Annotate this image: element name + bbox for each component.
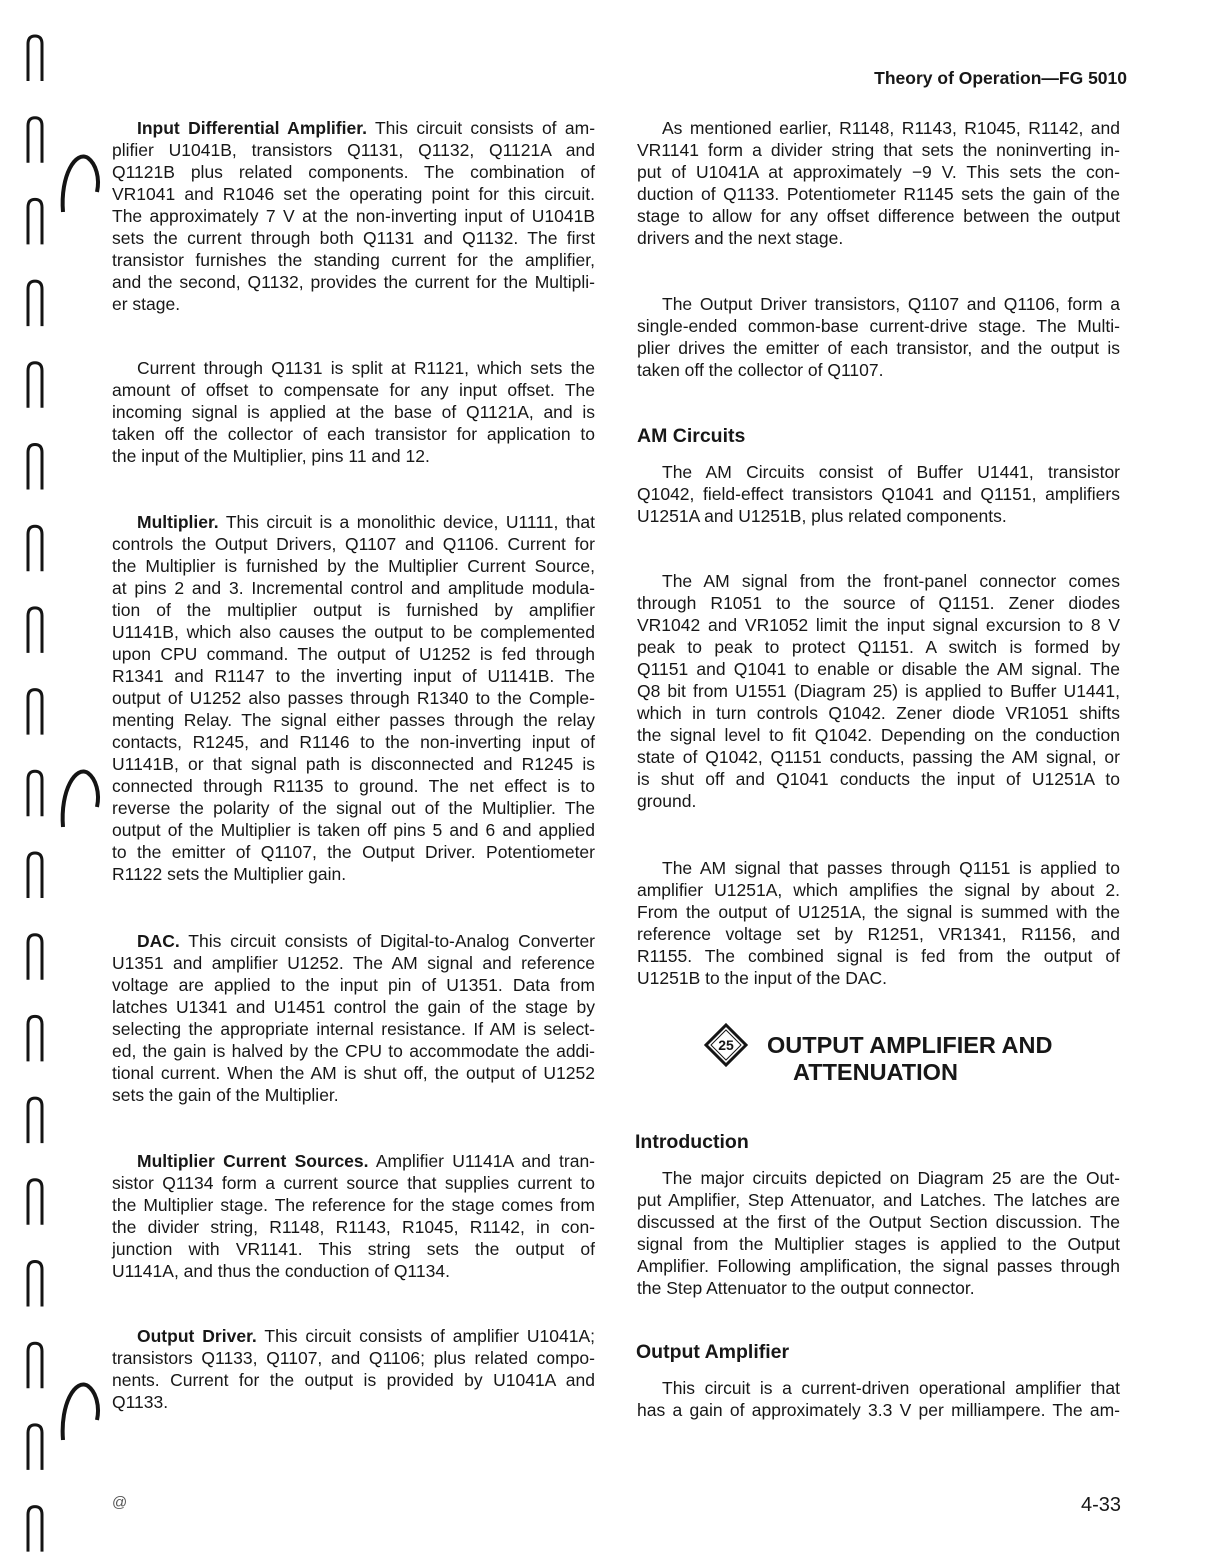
paragraph-divider-string — [637, 117, 1120, 249]
line-text: is shut off and Q1041 conducts the input of U1251A to — [637, 769, 1120, 789]
line-text: This circuit is a current-driven operational amplifier that — [662, 1378, 1120, 1398]
text-line — [112, 599, 595, 621]
line-text: stage to allow for any offset difference between the output — [637, 206, 1120, 226]
text-line — [637, 483, 1120, 505]
line-text: This circuit consists of amplifier U1041A; — [264, 1326, 595, 1346]
text-line — [637, 117, 1120, 139]
line-text: menting Relay. The signal either passes through the relay — [112, 710, 595, 730]
heading-introduction: Introduction — [635, 1131, 749, 1153]
paragraph-output-driver — [112, 1325, 595, 1413]
line-text: The Output Driver transistors, Q1107 and Q1106, form a — [662, 294, 1120, 314]
heading-am-circuits: AM Circuits — [637, 425, 746, 447]
line-text: transistor furnishes the standing current for the amplifier, — [112, 250, 595, 270]
line-text: upon CPU command. The output of U1252 is fed through — [112, 644, 595, 664]
line-text: The AM signal that passes through Q1151 is applied to — [662, 858, 1120, 878]
text-line — [637, 293, 1120, 315]
line-text: As mentioned earlier, R1148, R1143, R1045, R1142, and — [662, 118, 1120, 138]
binder-hole-icon — [28, 1098, 42, 1143]
binder-hole-icon — [28, 771, 42, 816]
text-line — [637, 724, 1120, 746]
line-text: er stage. — [112, 294, 181, 314]
text-line — [112, 687, 595, 709]
binder-hole-icon — [28, 1262, 42, 1307]
line-text: Q1133. — [112, 1392, 169, 1412]
binder-hole-icon — [28, 363, 42, 408]
line-text: The AM signal from the front-panel connector comes — [662, 571, 1120, 591]
text-line — [112, 555, 595, 577]
text-line — [112, 183, 595, 205]
binder-hole-marks — [0, 0, 112, 1567]
line-text: Current through Q1131 is split at R1121, which sets the — [137, 358, 595, 378]
line-text: at pins 2 and 3. Incremental control and amplitude modula- — [112, 578, 595, 598]
binder-hole-icon — [28, 690, 42, 735]
text-line — [637, 1167, 1120, 1189]
line-text: junction with VR1141. This string sets the output of — [112, 1239, 595, 1259]
text-line — [637, 614, 1120, 636]
text-line — [637, 1255, 1120, 1277]
line-text: signal from the Multiplier stages is applied to the Output — [637, 1234, 1120, 1254]
line-text: voltage are applied to the input pin of U1351. Data from — [112, 975, 595, 995]
text-line — [637, 570, 1120, 592]
text-line — [112, 1238, 595, 1260]
line-text: U1141B, or that signal path is disconnected and R1245 is — [112, 754, 595, 774]
line-text: VR1042 and VR1052 limit the input signal excursion to 8 V — [637, 615, 1120, 635]
binder-hole-icon — [28, 1016, 42, 1061]
text-line — [112, 797, 595, 819]
line-text: tional current. When the AM is shut off, the output of U1252 — [112, 1063, 595, 1083]
line-text: VR1141 form a divider string that sets the noninverting in- — [637, 140, 1120, 160]
text-line — [637, 768, 1120, 790]
run-in-heading: Multiplier Current Sources. — [137, 1151, 369, 1171]
text-line — [637, 636, 1120, 658]
line-text: the divider string, R1148, R1143, R1045, R1142, in con- — [112, 1217, 595, 1237]
line-text: discussed at the first of the Output Section discussion. The — [637, 1212, 1120, 1232]
diagram-number: 25 — [718, 1037, 734, 1053]
run-in-heading: DAC. — [137, 931, 180, 951]
text-line — [112, 1347, 595, 1369]
text-line — [637, 139, 1120, 161]
line-text: Amplifier. Following amplification, the signal passes through — [637, 1256, 1120, 1276]
text-line — [112, 709, 595, 731]
text-line — [112, 293, 595, 315]
text-line — [112, 1084, 595, 1106]
text-line — [112, 227, 595, 249]
line-text: through R1051 to the source of Q1151. Zener diodes — [637, 593, 1120, 613]
line-text: plifier U1041B, transistors Q1131, Q1132, Q1121A and — [112, 140, 595, 160]
text-line — [637, 746, 1120, 768]
line-text: Q1121B plus related components. The combination of — [112, 162, 595, 182]
text-line — [112, 205, 595, 227]
binder-ring-shadow-icon — [63, 772, 98, 827]
text-line — [112, 1369, 595, 1391]
binder-hole-icon — [28, 199, 42, 244]
binder-hole-icon — [28, 935, 42, 980]
paragraph-dac — [112, 930, 595, 1106]
line-text: put Amplifier, Step Attenuator, and Latches. The latches are — [637, 1190, 1120, 1210]
line-text: This circuit is a monolithic device, U1111, that — [225, 512, 596, 532]
line-text: taken off the collector of each transistor for application to — [112, 424, 595, 444]
binder-hole-icon — [28, 1425, 42, 1470]
text-line — [112, 621, 595, 643]
binder-ring-shadow-icon — [63, 1385, 98, 1440]
text-line — [112, 445, 595, 467]
text-line — [112, 161, 595, 183]
line-text: the Step Attenuator to the output connector. — [637, 1278, 975, 1298]
running-header-title: Theory of Operation—FG 5010 — [874, 68, 1127, 88]
text-line — [637, 161, 1120, 183]
line-text: to the emitter of Q1107, the Output Driver. Potentiometer — [112, 842, 595, 862]
line-text: nents. Current for the output is provided by U1041A and — [112, 1370, 595, 1390]
binder-hole-icon — [28, 608, 42, 653]
line-text: U1141A, and thus the conduction of Q1134. — [112, 1261, 450, 1281]
text-line — [637, 680, 1120, 702]
line-text: peak to peak to protect Q1151. A switch is formed by — [637, 637, 1120, 657]
line-text: state of Q1042, Q1151 conducts, passing the AM signal, or — [637, 747, 1120, 767]
text-line — [112, 665, 595, 687]
text-line — [637, 901, 1120, 923]
line-text: the Multiplier is furnished by the Multiplier Current Source, — [112, 556, 595, 576]
line-text: R1122 sets the Multiplier gain. — [112, 864, 347, 884]
text-line — [637, 1233, 1120, 1255]
text-line — [112, 1260, 595, 1282]
text-line — [637, 923, 1120, 945]
text-line — [112, 1018, 595, 1040]
paragraph-am-circuits-overview — [637, 461, 1120, 527]
line-text: duction of Q1133. Potentiometer R1145 sets the gain of the — [637, 184, 1120, 204]
text-line — [637, 337, 1120, 359]
text-line — [637, 359, 1120, 381]
text-line — [112, 401, 595, 423]
binder-hole-icon — [28, 36, 42, 81]
text-line — [637, 505, 1120, 527]
line-text: which in turn controls Q1042. Zener diode VR1051 shifts — [637, 703, 1120, 723]
line-text: Amplifier U1141A and tran- — [375, 1151, 595, 1171]
text-line — [637, 315, 1120, 337]
text-line — [637, 658, 1120, 680]
text-line — [637, 205, 1120, 227]
diamond-badge-icon — [704, 1023, 748, 1067]
text-line — [637, 790, 1120, 812]
line-text: put of U1041A at approximately −9 V. This sets the con- — [637, 162, 1120, 182]
line-text: amplifier U1251A, which amplifies the signal by about 2. — [637, 880, 1120, 900]
text-line — [637, 592, 1120, 614]
line-text: transistors Q1133, Q1107, and Q1106; plus related compo- — [112, 1348, 595, 1368]
text-line — [112, 1062, 595, 1084]
paragraph-am-signal-summing — [637, 857, 1120, 989]
line-text: R1341 and R1147 to the inverting input of U1141B. The — [112, 666, 595, 686]
text-line — [637, 967, 1120, 989]
text-line — [112, 577, 595, 599]
line-text: U1251B to the input of the DAC. — [637, 968, 888, 988]
line-text: ground. — [637, 791, 697, 811]
line-text: U1251A and U1251B, plus related components. — [637, 506, 1007, 526]
text-line — [637, 1277, 1120, 1299]
text-line — [637, 1377, 1120, 1399]
line-text: reference voltage set by R1251, VR1341, R1156, and — [637, 924, 1120, 944]
line-text: sistor Q1134 form a current source that supplies current to — [112, 1173, 595, 1193]
text-line — [112, 996, 595, 1018]
text-line — [112, 1150, 595, 1172]
text-line — [637, 879, 1120, 901]
line-text: controls the Output Drivers, Q1107 and Q1106. Current for — [112, 534, 595, 554]
line-text: U1141B, which also causes the output to be complemented — [112, 622, 595, 642]
text-line — [112, 775, 595, 797]
line-text: sets the gain of the Multiplier. — [112, 1085, 339, 1105]
heading-output-amplifier: Output Amplifier — [636, 1341, 790, 1363]
binder-hole-icon — [28, 445, 42, 490]
text-line — [112, 753, 595, 775]
text-line — [637, 1399, 1120, 1421]
binder-hole-icon — [28, 281, 42, 326]
text-line — [112, 1040, 595, 1062]
line-text: From the output of U1251A, the signal is summed with the — [637, 902, 1120, 922]
text-line — [112, 1325, 595, 1347]
text-line — [112, 952, 595, 974]
line-text: U1351 and amplifier U1252. The AM signal and reference — [112, 953, 595, 973]
section-title-line-2: ATTENUATION — [793, 1059, 958, 1085]
binder-hole-icon — [28, 1180, 42, 1225]
binder-hole-icon — [28, 1343, 42, 1388]
text-line — [112, 1216, 595, 1238]
run-in-heading: Multiplier. — [137, 512, 219, 532]
line-text: drivers and the next stage. — [637, 228, 844, 248]
text-line — [112, 117, 595, 139]
text-line — [637, 461, 1120, 483]
line-text: VR1041 and R1046 set the operating point for this circuit. — [112, 184, 595, 204]
line-text: The major circuits depicted on Diagram 25 are the Out- — [662, 1168, 1120, 1188]
text-line — [637, 183, 1120, 205]
paragraph-input-differential-amplifier — [112, 117, 595, 315]
line-text: the Multiplier stage. The reference for the stage comes from — [112, 1195, 595, 1215]
text-line — [637, 1211, 1120, 1233]
text-line — [112, 819, 595, 841]
line-text: output of the Multiplier is taken off pins 5 and 6 and applied — [112, 820, 595, 840]
text-line — [112, 841, 595, 863]
text-line — [112, 249, 595, 271]
text-line — [637, 1189, 1120, 1211]
paragraph-multiplier — [112, 511, 595, 885]
binder-hole-icon — [28, 853, 42, 898]
line-text: R1155. The combined signal is fed from the output of — [637, 946, 1120, 966]
line-text: and the second, Q1132, provides the current for the Multipli- — [112, 272, 595, 292]
paragraph-multiplier-current-sources — [112, 1150, 595, 1282]
footer-symbol: @ — [112, 1494, 128, 1511]
text-line — [637, 702, 1120, 724]
line-text: single-ended common-base current-drive stage. The Multi- — [637, 316, 1120, 336]
line-text: The AM Circuits consist of Buffer U1441, transistor — [662, 462, 1120, 482]
text-line — [112, 643, 595, 665]
text-line — [112, 1172, 595, 1194]
paragraph-output-driver-transistors — [637, 293, 1120, 381]
run-in-heading: Input Differential Amplifier. — [137, 118, 367, 138]
line-text: The approximately 7 V at the non-inverting input of U1041B — [112, 206, 595, 226]
line-text: tion of the multiplier output is furnished by amplifier — [112, 600, 595, 620]
paragraph-output-amplifier — [637, 1377, 1120, 1421]
line-text: Q8 bit from U1551 (Diagram 25) is applied to Buffer U1441, — [637, 681, 1120, 701]
line-text: amount of offset to compensate for any input offset. The — [112, 380, 595, 400]
line-text: connected through R1135 to ground. The net effect is to — [112, 776, 595, 796]
binder-hole-icon — [28, 1507, 42, 1552]
line-text: selecting the appropriate internal resistance. If AM is select- — [112, 1019, 595, 1039]
text-line — [112, 511, 595, 533]
line-text: the signal level to fit Q1042. Depending on the conduction — [637, 725, 1120, 745]
line-text: latches U1341 and U1451 control the gain of the stage by — [112, 997, 595, 1017]
line-text: reverse the polarity of the signal out of the Multiplier. The — [112, 798, 595, 818]
line-text: This circuit consists of Digital-to-Analog Converter — [188, 931, 595, 951]
text-line — [637, 945, 1120, 967]
text-line — [112, 863, 595, 885]
line-text: Q1151 and Q1041 to enable or disable the AM signal. The — [637, 659, 1120, 679]
paragraph-current-through-q1131 — [112, 357, 595, 467]
paragraph-introduction — [637, 1167, 1120, 1299]
text-line — [112, 974, 595, 996]
section-title-line-1: OUTPUT AMPLIFIER AND — [767, 1032, 1053, 1058]
page-number: 4-33 — [1080, 1494, 1121, 1516]
line-text: output of U1252 also passes through R1340 to the Comple- — [112, 688, 595, 708]
line-text: contacts, R1245, and R1146 to the non-inverting input of — [112, 732, 595, 752]
text-line — [112, 357, 595, 379]
paragraph-am-signal-path — [637, 570, 1120, 812]
text-line — [112, 139, 595, 161]
text-line — [112, 423, 595, 445]
run-in-heading: Output Driver. — [137, 1326, 257, 1346]
text-line — [112, 271, 595, 293]
text-line — [112, 731, 595, 753]
line-text: This circuit consists of am- — [374, 118, 596, 138]
binder-hole-icon — [28, 526, 42, 571]
text-line — [112, 930, 595, 952]
text-line — [112, 1194, 595, 1216]
line-text: has a gain of approximately 3.3 V per milliampere. The am- — [637, 1400, 1120, 1420]
text-line — [637, 227, 1120, 249]
text-line — [112, 533, 595, 555]
line-text: the input of the Multiplier, pins 11 and 12. — [112, 446, 430, 466]
line-text: plier drives the emitter of each transistor, and the output is — [637, 338, 1120, 358]
line-text: taken off the collector of Q1107. — [637, 360, 884, 380]
text-line — [112, 1391, 595, 1413]
text-line — [637, 857, 1120, 879]
line-text: sets the current through both Q1131 and Q1132. The first — [112, 228, 595, 248]
binder-ring-shadow-icon — [63, 157, 98, 212]
line-text: incoming signal is applied at the base of Q1121A, and is — [112, 402, 595, 422]
text-line — [112, 379, 595, 401]
line-text: Q1042, field-effect transistors Q1041 and Q1151, amplifiers — [637, 484, 1120, 504]
line-text: ed, the gain is halved by the CPU to accommodate the addi- — [112, 1041, 595, 1061]
binder-hole-icon — [28, 118, 42, 163]
